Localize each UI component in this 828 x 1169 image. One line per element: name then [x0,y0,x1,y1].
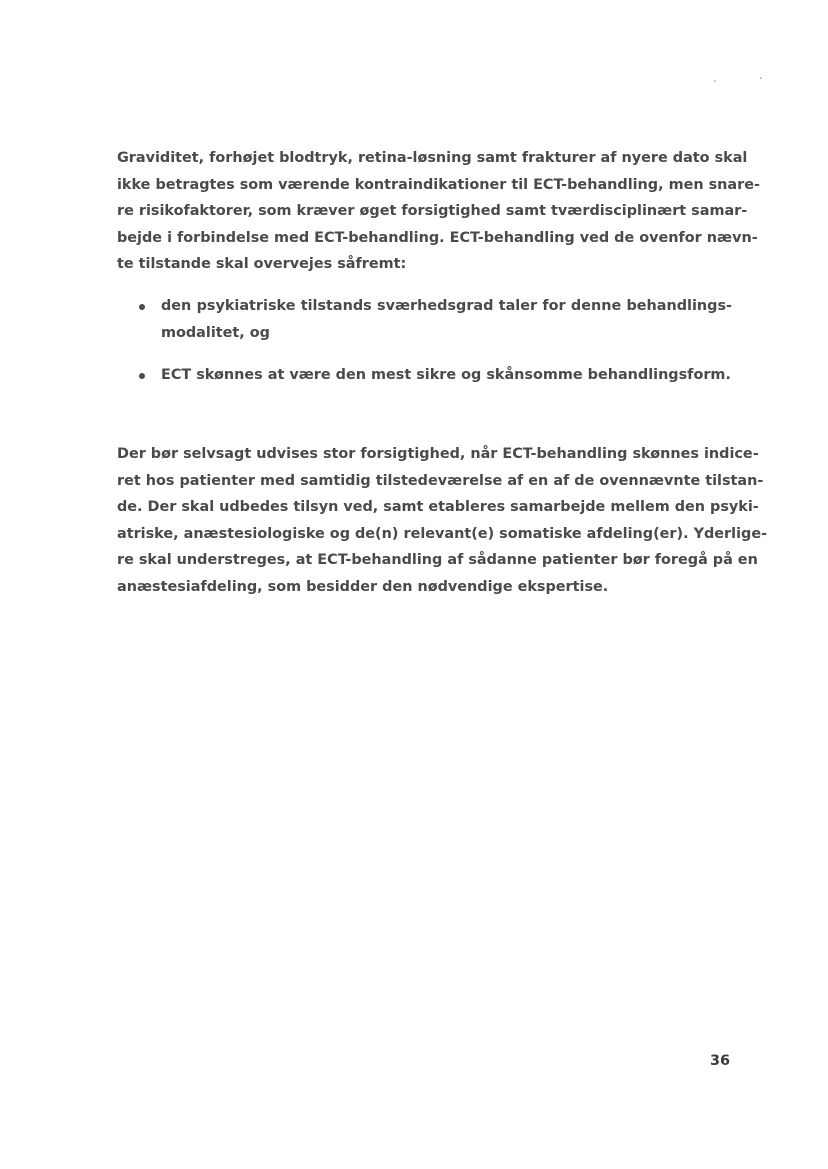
text-line: atriske, anæstesiologiske og de(n) relevant(e) somatiske afdeling(er). Yderlige- [117,525,768,542]
scan-speck [760,77,762,79]
text-line: bejde i forbindelse med ECT-behandling. ECT-behandling ved de ovenfor nævn- [117,229,758,246]
text-line: Graviditet, forhøjet blodtryk, retina-løsning samt frakturer af nyere dato skal [117,150,748,166]
list-item [117,293,732,346]
text-line: den psykiatriske tilstands sværhedsgrad taler for denne behandlings- [161,298,732,314]
bullet-icon [139,373,145,379]
text-line: ECT skønnes at være den mest sikre og skånsomme behandlingsform. [161,367,731,384]
list-item [117,362,732,389]
text-line: te tilstande skal overvejes såfremt: [117,256,407,273]
paragraph-contraindications [117,145,760,278]
text-line: ret hos patienter med samtidig tilstedeværelse af en af de ovennævnte tilstan- [117,472,764,489]
text-line: Der bør selvsagt udvises stor forsigtighed, når ECT-behandling skønnes indice- [117,446,759,462]
text-line: re skal understreges, at ECT-behandling af sådanne patienter bør foregå på en [117,552,758,569]
text-line: re risikofaktorer, som kræver øget forsigtighed samt tværdisciplinært samar- [117,203,748,220]
condition-list [117,293,732,389]
paragraph-caution [117,441,768,601]
page-number: 36 [709,1053,730,1069]
scan-speck [714,80,716,82]
text-line: anæstesiafdeling, som besidder den nødvendige ekspertise. [117,578,609,595]
text-line: ikke betragtes som værende kontraindikationer til ECT-behandling, men snare- [117,176,760,193]
bullet-icon [139,304,145,310]
text-line: de. Der skal udbedes tilsyn ved, samt etableres samarbejde mellem den psyki- [117,499,759,516]
text-line: modalitet, og [161,324,270,341]
